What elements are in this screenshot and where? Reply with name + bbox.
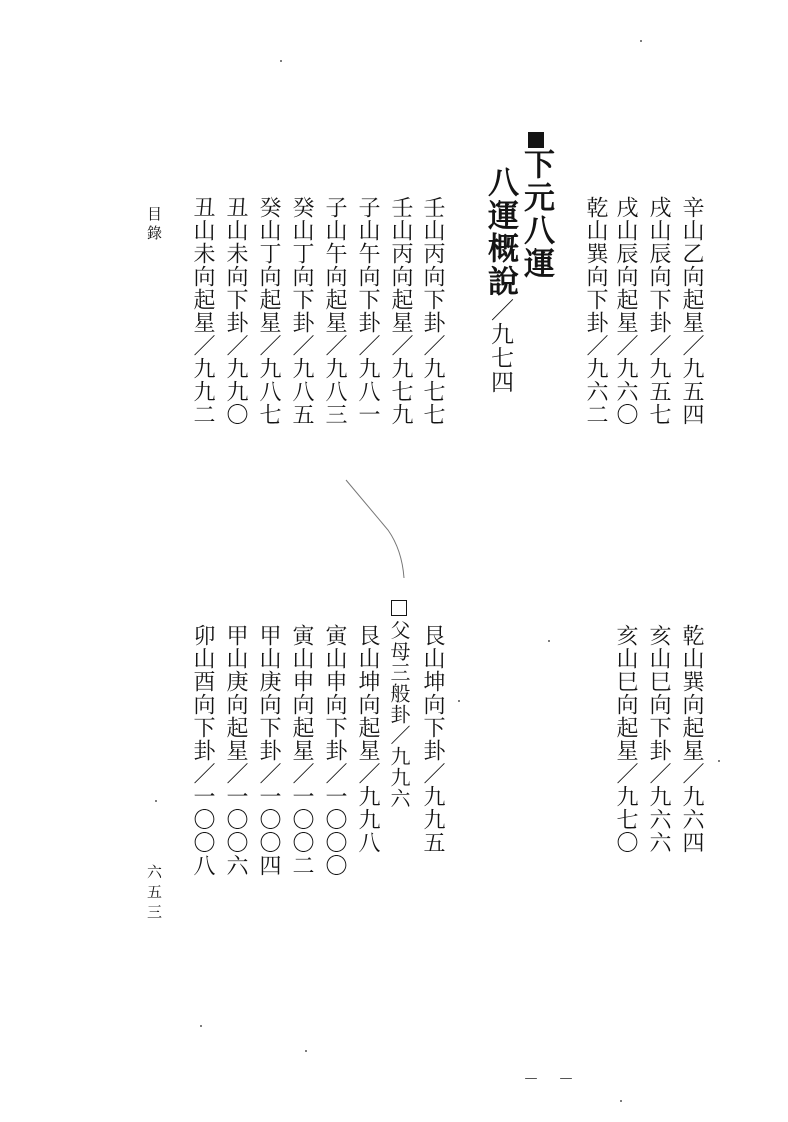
subtitle-page: 九七四 (487, 322, 513, 394)
section-subtitle (482, 166, 518, 394)
entry-page: 九六二 (583, 357, 608, 426)
entry-page: 九七九 (388, 357, 413, 426)
separator: ／ (256, 334, 281, 357)
toc-entry (614, 624, 636, 854)
toc-entry (421, 624, 443, 854)
speck (458, 700, 460, 702)
separator: ／ (355, 762, 380, 785)
entry-page: 九九二 (190, 357, 215, 426)
separator: ／ (289, 334, 314, 357)
entry-label: 艮山坤向下卦 (420, 624, 445, 762)
entry-page: 九九八 (355, 785, 380, 854)
toc-entry (191, 196, 213, 426)
entry-page: 九九五 (420, 785, 445, 854)
side-label: 目錄 (145, 206, 163, 244)
speck (280, 60, 282, 62)
entry-label: 壬山丙向下卦 (420, 196, 445, 334)
entry-label: 丑山未向起星 (190, 196, 215, 334)
speck (548, 640, 550, 642)
separator: ／ (420, 762, 445, 785)
separator: ／ (190, 762, 215, 785)
entry-page: 九七七 (420, 357, 445, 426)
speck (305, 1050, 307, 1052)
entry-page: 一〇〇二 (289, 785, 314, 877)
entry-label: 寅山申向起星 (289, 624, 314, 762)
speck (525, 1078, 537, 1079)
toc-entry (224, 196, 246, 426)
subtitle-text: 八運概說 (482, 166, 518, 298)
entry-label: 戌山辰向起星 (613, 196, 638, 334)
toc-entry (257, 196, 279, 426)
toc-entry (647, 624, 669, 854)
toc-entry (647, 196, 669, 426)
section-title (518, 132, 554, 280)
entry-label: 甲山庚向下卦 (256, 624, 281, 762)
entry-label: 辛山乙向起星 (679, 196, 704, 334)
separator: ／ (613, 762, 638, 785)
entry-label: 寅山申向下卦 (322, 624, 347, 762)
speck (620, 1100, 622, 1102)
separator: ／ (613, 334, 638, 357)
heading-entry (389, 600, 409, 809)
entry-label: 乾山巽向下卦 (583, 196, 608, 334)
scan-line (340, 470, 420, 590)
entry-page: 九六六 (646, 785, 671, 854)
separator: ／ (487, 298, 513, 322)
separator: ／ (322, 762, 347, 785)
separator: ／ (420, 334, 445, 357)
entry-page: 一〇〇八 (190, 785, 215, 877)
toc-entry (421, 196, 443, 426)
entry-page: 九五七 (646, 357, 671, 426)
entry-page: 一〇〇六 (223, 785, 248, 877)
separator: ／ (190, 334, 215, 357)
section-marker-icon (528, 132, 544, 148)
entry-label: 丑山未向下卦 (223, 196, 248, 334)
entry-page: 九八三 (322, 357, 347, 426)
entry-label: 艮山坤向起星 (355, 624, 380, 762)
entry-page: 九八一 (355, 357, 380, 426)
speck (560, 1078, 572, 1079)
entry-label: 戌山辰向下卦 (646, 196, 671, 334)
box-marker-icon (391, 600, 407, 616)
separator: ／ (322, 334, 347, 357)
toc-entry (323, 624, 345, 877)
toc-entry (323, 196, 345, 426)
toc-entry (680, 624, 702, 854)
toc-entry (257, 624, 279, 877)
separator: ／ (223, 334, 248, 357)
entry-page: 九八七 (256, 357, 281, 426)
separator: ／ (679, 762, 704, 785)
entry-label: 癸山丁向起星 (256, 196, 281, 334)
entry-label: 甲山庚向起星 (223, 624, 248, 762)
entry-page: 九八五 (289, 357, 314, 426)
separator: ／ (583, 334, 608, 357)
separator: ／ (355, 334, 380, 357)
separator: ／ (646, 762, 671, 785)
toc-entry (680, 196, 702, 426)
separator: ／ (646, 334, 671, 357)
entry-page: 九五四 (679, 357, 704, 426)
entry-page: 九六〇 (613, 357, 638, 426)
entry-page: 一〇〇〇 (322, 785, 347, 877)
separator: ／ (289, 762, 314, 785)
speck (718, 760, 720, 762)
entry-label: 卯山酉向下卦 (190, 624, 215, 762)
entry-page: 九七〇 (613, 785, 638, 854)
toc-entry (389, 196, 411, 426)
separator: ／ (387, 725, 411, 746)
entry-label: 壬山丙向起星 (388, 196, 413, 334)
entry-label: 癸山丁向下卦 (289, 196, 314, 334)
toc-entry (356, 624, 378, 854)
toc-entry (356, 196, 378, 426)
entry-page: 九九六 (387, 746, 411, 809)
speck (155, 800, 157, 802)
toc-entry (584, 196, 606, 426)
entry-page: 九九〇 (223, 357, 248, 426)
entry-label: 父母三般卦 (387, 620, 411, 725)
entry-label: 子山午向起星 (322, 196, 347, 334)
page-number: 六五三 (145, 864, 163, 924)
toc-entry (191, 624, 213, 877)
entry-page: 一〇〇四 (256, 785, 281, 877)
entry-label: 亥山巳向起星 (613, 624, 638, 762)
separator: ／ (223, 762, 248, 785)
separator: ／ (388, 334, 413, 357)
entry-label: 子山午向下卦 (355, 196, 380, 334)
toc-entry (224, 624, 246, 877)
speck (640, 40, 642, 42)
section-title-text: 下元八運 (518, 148, 554, 280)
separator: ／ (679, 334, 704, 357)
speck (200, 1025, 202, 1027)
entry-page: 九六四 (679, 785, 704, 854)
toc-entry (290, 624, 312, 877)
toc-entry (290, 196, 312, 426)
entry-label: 乾山巽向起星 (679, 624, 704, 762)
separator: ／ (256, 762, 281, 785)
toc-entry (614, 196, 636, 426)
entry-label: 亥山巳向下卦 (646, 624, 671, 762)
